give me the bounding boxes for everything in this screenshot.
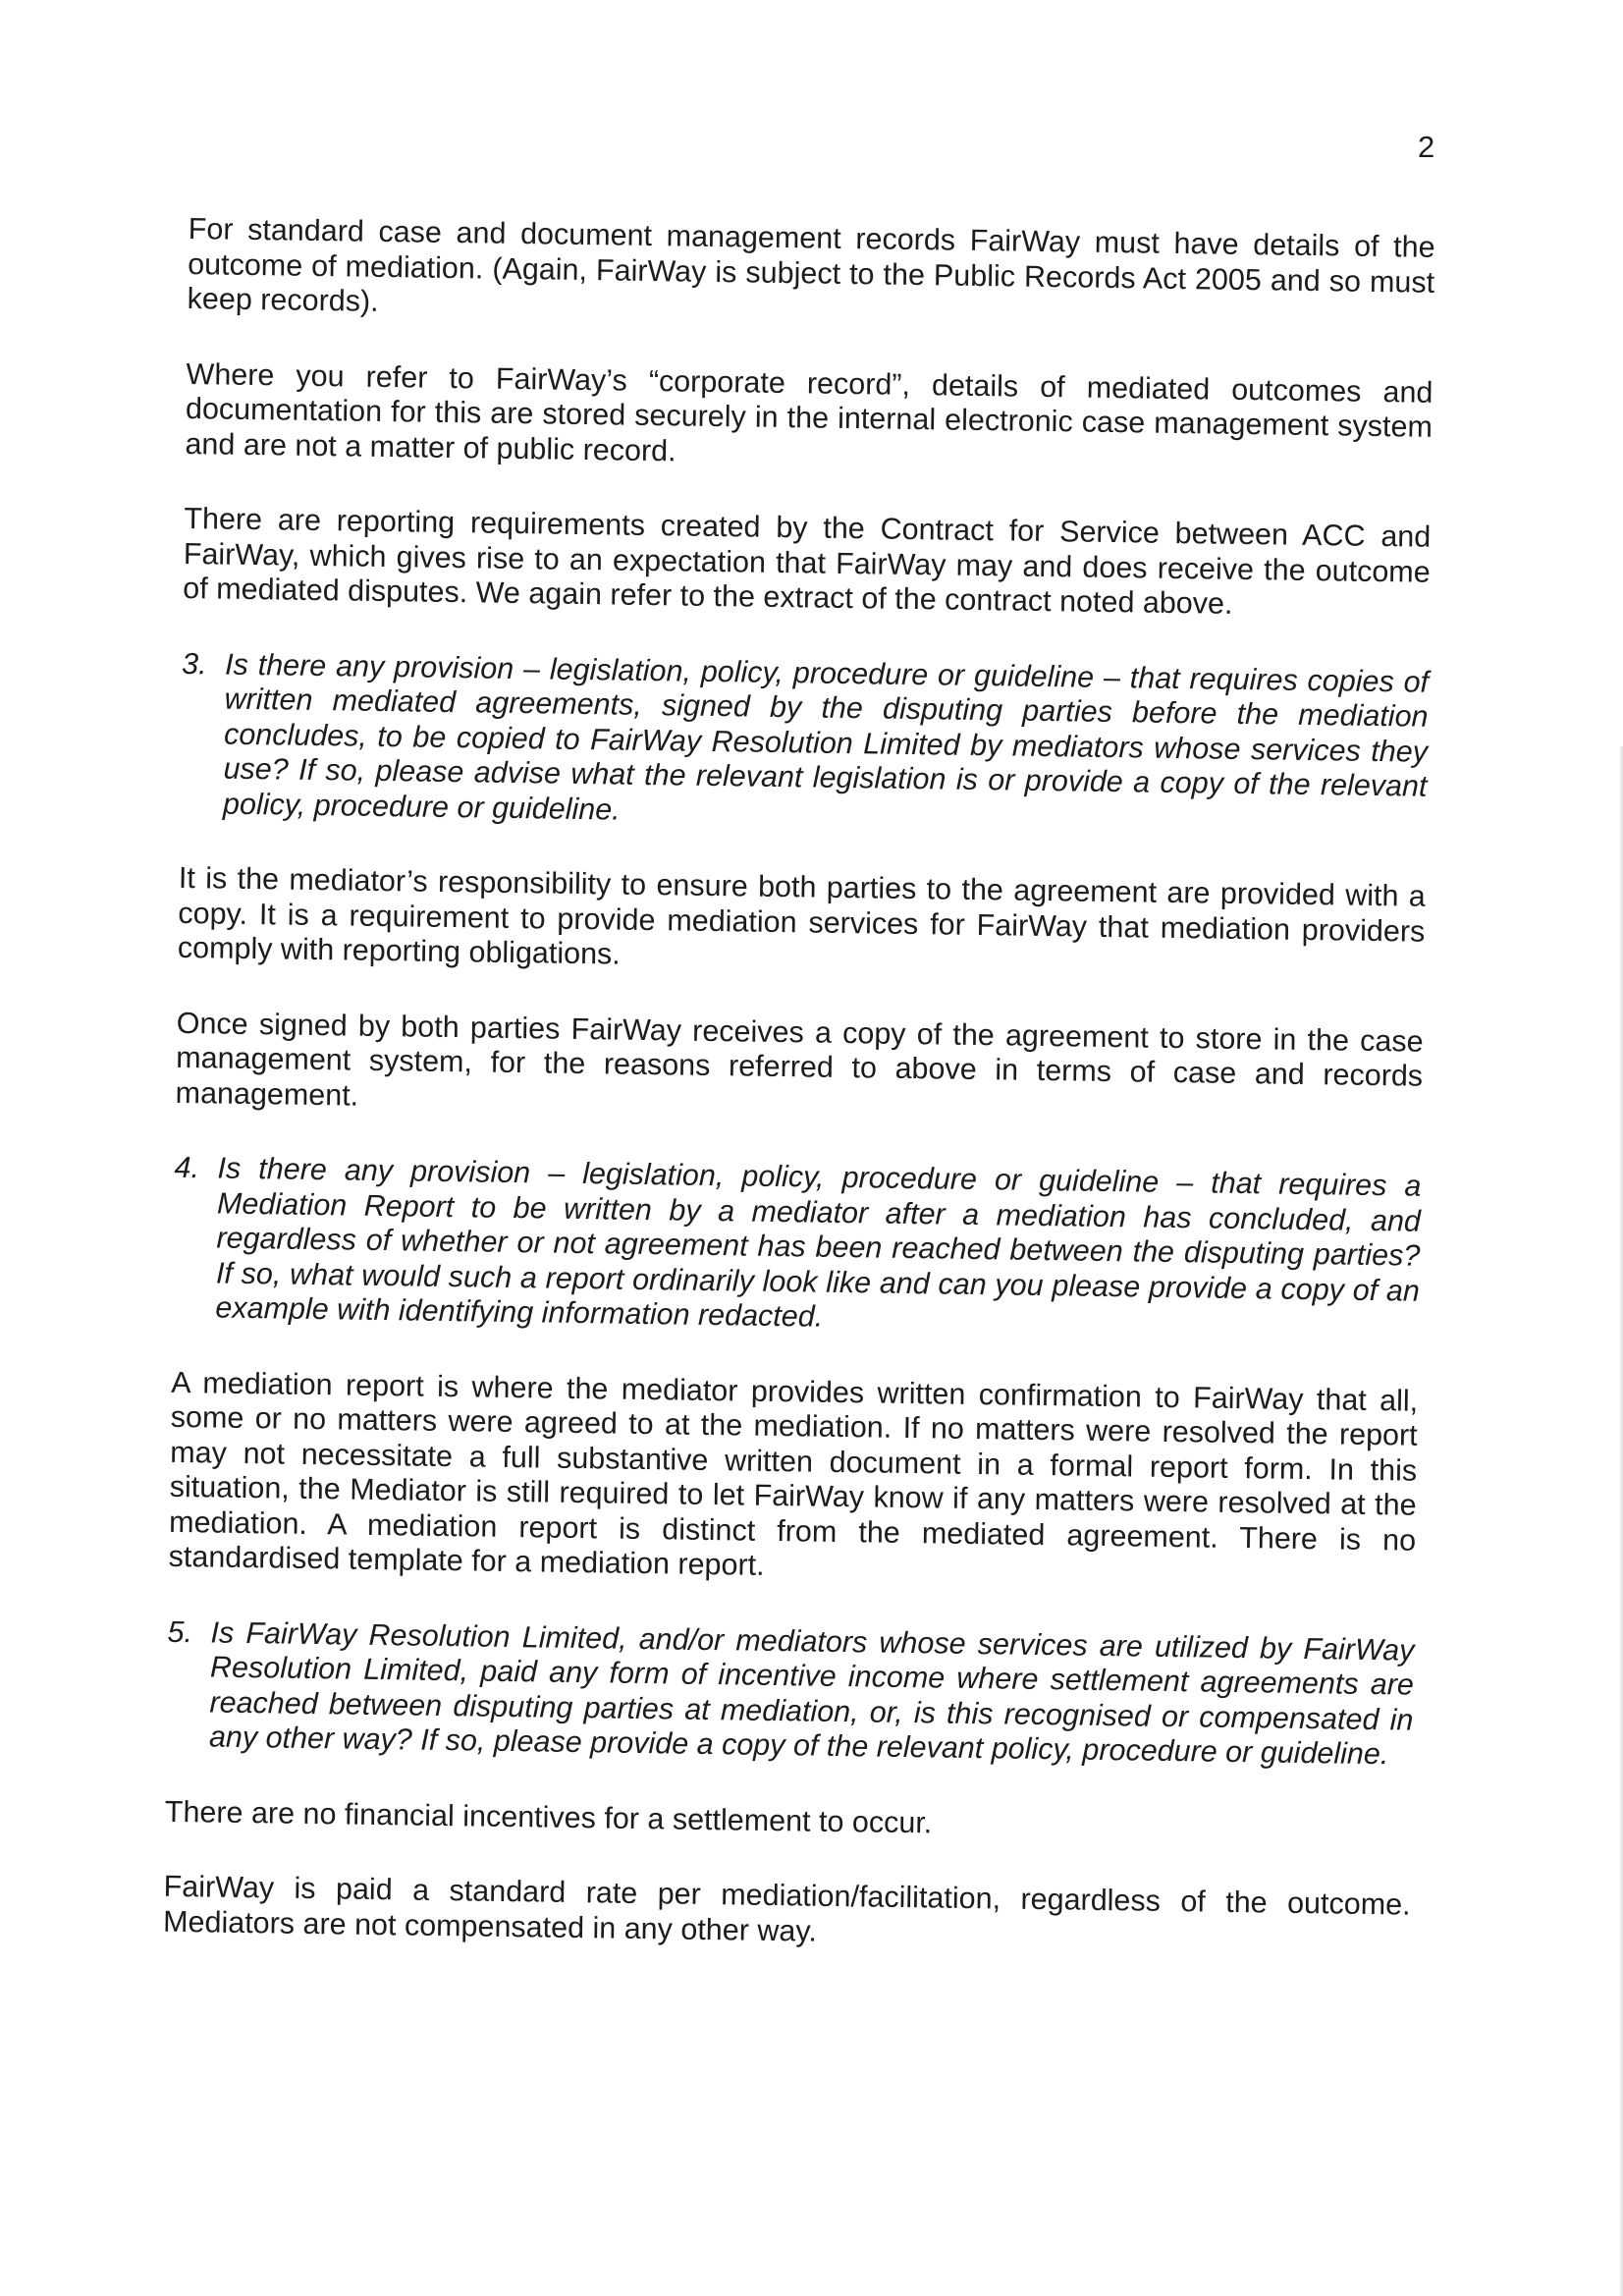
question-5 (166, 1614, 1415, 1773)
question-text: Is there any provision – legislation, policy, procedure or guideline – that requires a Mediation Report to be written by a mediator after a mediation has concluded, and regardless of whether or not agreement has been reached between the disputing parties? If so, what would such a report ordinarily look like and can you please provide a copy of an example with identifying information redacted. (215, 1151, 1422, 1334)
question-number: 5. (167, 1614, 193, 1649)
paragraph-mediation-report: A mediation report is where the mediator provides written confirmation to FairWay that all, some or no matters were agreed to at the mediation. If no matters were resolved the report may not necessitate a full substantive written document in a formal report form. In this situation, the Mediator is still required to let FairWay know if any matters were resolved at the mediation. A mediation report is distinct from the mediated agreement. There is no standardised template for a mediation report. (168, 1365, 1419, 1582)
paragraph-no-incentives: There are no financial incentives for a settlement to occur. (164, 1794, 933, 1839)
paragraph-reporting-requirements: There are reporting requirements created by the Contract for Service between ACC and FairWay, which gives rise to an expectation that FairWay may and does receive the outcome of mediated disputes. We again refer to the extract of the contract noted above. (183, 501, 1432, 621)
paragraph-records: For standard case and document management records FairWay must have details of the outcome of mediation. (Again, FairWay is subject to the Public Records Act 2005 and so must keep records). (187, 212, 1435, 318)
paragraph-mediator-responsibility: It is the mediator’s responsibility to ensure both parties to the agreement are provided with a copy. It is a requirement to provide mediation services for FairWay that mediation providers comply with reporting obligations. (177, 860, 1427, 971)
paragraph-standard-rate: FairWay is paid a standard rate per mediation/facilitation, regardless of the outcome. Mediators are not compensated in any other way. (162, 1869, 1411, 1948)
question-number: 3. (181, 646, 207, 681)
question-text: Is there any provision – legislation, policy, procedure or guideline – that requires copies of written mediated agreements, signed by the disputing parties before the mediation concludes, to be copied to FairWay Resolution Limited by mediators whose services they use? If so, please advise what the relevant legislation is or provide a copy of the relevant policy, procedure or guideline. (222, 647, 1430, 827)
page-number: 2 (1418, 130, 1435, 164)
question-number: 4. (174, 1150, 200, 1185)
question-4 (172, 1151, 1421, 1343)
paragraph-agreement-copy: Once signed by both parties FairWay receives a copy of the agreement to store in the case management system, for the reasons referred to above in terms of case and records management. (175, 1006, 1424, 1113)
question-text: Is FairWay Resolution Limited, and/or mediators whose services are utilized by FairWay Resolution Limited, paid any form of incentive income where settlement agreements are reached between disputing parties at mediation, or, is this recognised or compensated in any other way? If so, please provide a copy of the relevant policy, procedure or guideline. (208, 1614, 1415, 1772)
question-3 (180, 646, 1429, 839)
paragraph-corporate-record: Where you refer to FairWay’s “corporate record”, details of mediated outcomes and documentation for this are stored securely in the internal electronic case management system and are not a matter of public record. (185, 356, 1434, 467)
document-body (162, 212, 1435, 1998)
